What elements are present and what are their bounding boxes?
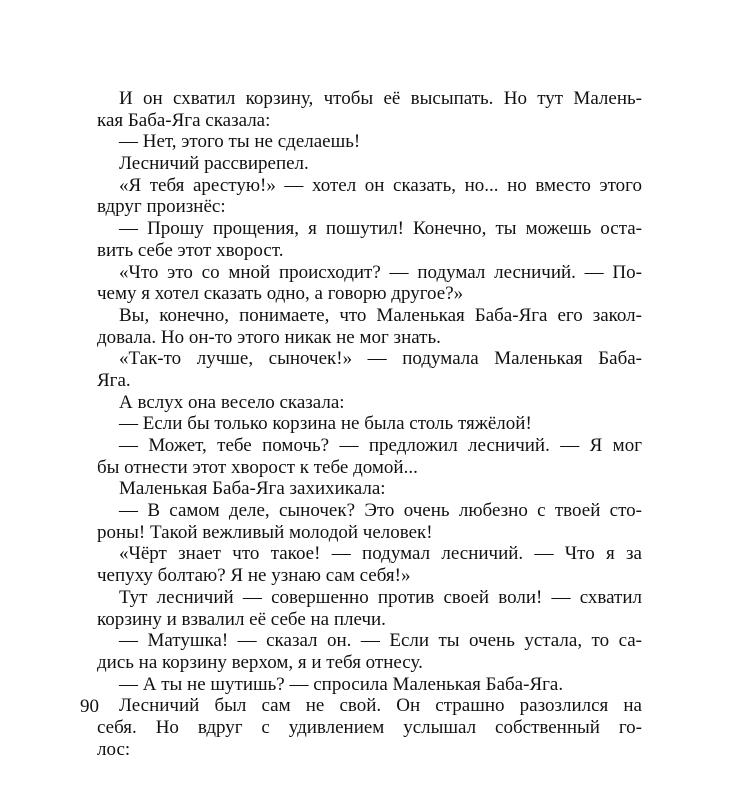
text-line: — Если бы только корзина не была столь тяжёлой! (119, 413, 532, 435)
text-line: себя. Но вдруг с удивлением услышал собственный го- (97, 716, 642, 738)
text-line: бы отнести этот хворост к тебе домой... (97, 456, 418, 478)
body-text (97, 88, 642, 760)
text-line: чепуху болтаю? Я не узнаю сам себя!» (97, 565, 411, 587)
text-line: — Матушка! — сказал он. — Если ты очень устала, то са- (119, 630, 642, 652)
text-line: дись на корзину верхом, я и тебя отнесу. (97, 651, 423, 673)
text-line: Вы, конечно, понимаете, что Маленькая Баба-Яга его закол- (119, 304, 642, 326)
text-line: «Чёрт знает что такое! — подумал лесничий. — Что я за (119, 543, 642, 565)
text-line: — Нет, этого ты не сделаешь! (119, 131, 361, 153)
text-line: Яга. (97, 369, 131, 391)
page-number: 90 (80, 696, 99, 717)
text-line: Лесничий рассвирепел. (119, 153, 309, 175)
text-line: — В самом деле, сыночек? Это очень любезно с твоей сто- (119, 500, 642, 522)
text-line: «Что это со мной происходит? — подумал лесничий. — По- (119, 261, 642, 283)
text-line: Тут лесничий — совершенно против своей воли! — схватил (119, 586, 642, 608)
text-line: вдруг произнёс: (97, 196, 226, 218)
text-line: довала. Но он-то этого никак не мог знать. (97, 326, 441, 348)
text-line: Маленькая Баба-Яга захихикала: (119, 478, 386, 500)
text-line: — А ты не шутишь? — спросила Маленькая Баба-Яга. (119, 673, 564, 695)
text-line: «Я тебя арестую!» — хотел он сказать, но... но вместо этого (119, 174, 642, 196)
text-line: «Так-то лучше, сыночек!» — подумала Маленькая Баба- (119, 348, 642, 370)
text-line: чему я хотел сказать одно, а говорю другое?» (97, 283, 464, 305)
text-line: Лесничий был сам не свой. Он страшно разозлился на (119, 695, 642, 717)
text-line: корзину и взвалил её себе на плечи. (97, 608, 386, 630)
text-line: лос: (97, 738, 131, 760)
text-line: — Прошу прощения, я пошутил! Конечно, ты можешь оста- (119, 218, 642, 240)
text-line: — Может, тебе помочь? — предложил лесничий. — Я мог (119, 435, 642, 456)
text-line: И он схватил корзину, чтобы её высыпать. Но тут Малень- (119, 88, 642, 109)
text-line: вить себе этот хворост. (97, 239, 284, 261)
text-line: кая Баба-Яга сказала: (97, 109, 271, 131)
text-line: роны! Такой вежливый молодой человек! (97, 521, 433, 543)
text-line: А вслух она весело сказала: (119, 391, 345, 413)
